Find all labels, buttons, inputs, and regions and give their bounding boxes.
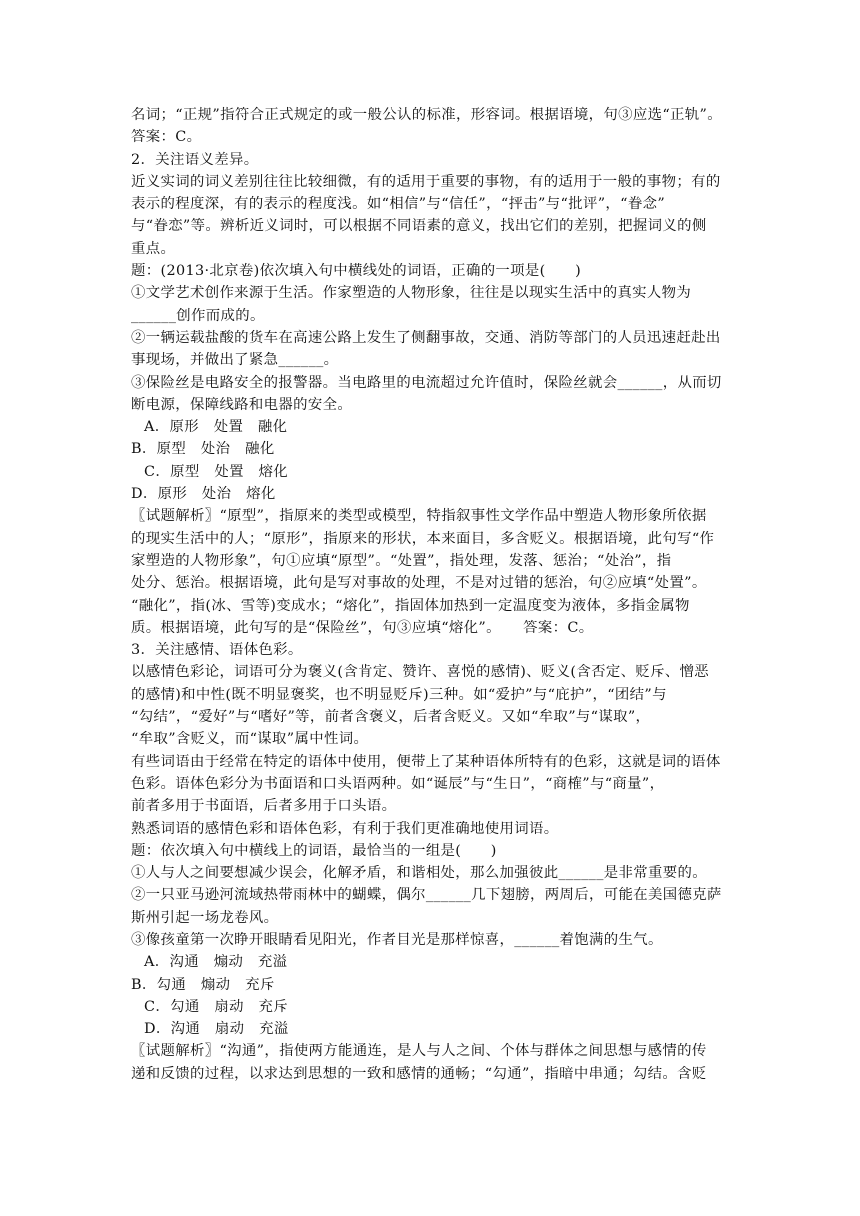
text-line: B．勾通 煽动 充斥 bbox=[131, 976, 275, 993]
text-line: 答案：C。 bbox=[131, 129, 202, 146]
text-line: ①文学艺术创作来源于生活。作家塑造的人物形象，往往是以现实生活中的真实人物为 bbox=[131, 285, 692, 302]
text-line: 熟悉词语的感情色彩和语体色彩，有利于我们更准确地使用词语。 bbox=[131, 820, 559, 837]
text-line: D．原形 处治 熔化 bbox=[131, 486, 276, 503]
text-line: “牟取”含贬义，而“谋取”属中性词。 bbox=[131, 731, 369, 748]
text-line: 事现场，并做出了紧急______。 bbox=[131, 352, 339, 369]
text-line: A．原形 处置 融化 bbox=[144, 419, 288, 436]
text-line: 2．关注语义差异。 bbox=[131, 151, 259, 168]
text-line: 处分、惩治。根据语境，此句是写对事故的处理，不是对过错的惩治，句②应填“处置”。 bbox=[131, 575, 707, 592]
text-line: 的感情)和中性(既不明显褒奖，也不明显贬斥)三种。如“爱护”与“庇护”，“团结”与 bbox=[131, 686, 667, 703]
text-line: 斯州引起一场龙卷风。 bbox=[131, 909, 279, 926]
text-line: 色彩。语体色彩分为书面语和口头语两种。如“诞辰”与“生日”，“商榷”与“商量”， bbox=[131, 775, 665, 792]
text-line: B．原型 处治 融化 bbox=[131, 441, 275, 458]
text-line: 递和反馈的过程，以求达到思想的一致和感情的通畅；“勾通”，指暗中串通；勾结。含贬 bbox=[131, 1065, 707, 1082]
text-line: 的现实生活中的人；“原形”，指原来的形状，本来面目，多含贬义。根据语境，此句写“作 bbox=[131, 530, 715, 547]
text-line: 断电源，保障线路和电器的安全。 bbox=[131, 396, 353, 413]
text-line: 〖试题解析〗“原型”，指原来的类型或模型，特指叙事性文学作品中塑造人物形象所依据 bbox=[131, 508, 707, 525]
text-line: 有些词语由于经常在特定的语体中使用，便带上了某种语体所特有的色彩，这就是词的语体 bbox=[131, 753, 721, 770]
text-line: “融化”，指(冰、雪等)变成水；“熔化”，指固体加热到一定温度变为液体，多指金属物 bbox=[131, 597, 690, 614]
text-line: “勾结”，“爱好”与“嗜好”等，前者含褒义，后者含贬义。又如“牟取”与“谋取”， bbox=[131, 709, 651, 726]
text-line: 质。根据语境，此句写的是“保险丝”，句③应填“熔化”。 答案：C。 bbox=[131, 619, 594, 636]
text-line: 表示的程度深，有的表示的程度浅。如“相信”与“信任”，“抨击”与“批评”，“眷念” bbox=[131, 196, 666, 213]
text-line: ③保险丝是电路安全的报警器。当电路里的电流超过允许值时，保险丝就会______，从而切 bbox=[131, 374, 722, 391]
text-line: 题：依次填入句中横线上的词语，最恰当的一组是( ) bbox=[131, 842, 497, 859]
text-line: 与“眷恋”等。辨析近义词时，可以根据不同语素的意义，找出它们的差别，把握词义的侧 bbox=[131, 218, 707, 235]
text-line: ②一只亚马逊河流域热带雨林中的蝴蝶，偶尔______几下翅膀，两周后，可能在美国德克萨 bbox=[131, 887, 722, 904]
text-line: 近义实词的词义差别往往比较细微，有的适用于重要的事物，有的适用于一般的事物；有的 bbox=[131, 173, 721, 190]
text-line: 重点。 bbox=[131, 240, 176, 257]
text-line: ③像孩童第一次睁开眼睛看见阳光，作者目光是那样惊喜，______着饱满的生气。 bbox=[131, 931, 663, 948]
text-line: 题：(2013·北京卷)依次填入句中横线处的词语，正确的一项是( ) bbox=[131, 263, 582, 280]
text-line: 前者多用于书面语，后者多用于口头语。 bbox=[131, 798, 397, 815]
text-line: 3．关注感情、语体色彩。 bbox=[131, 642, 303, 659]
text-line: 以感情色彩论，词语可分为褒义(含肯定、赞许、喜悦的感情)、贬义(含否定、贬斥、憎恶 bbox=[131, 664, 710, 681]
text-line: 名词；“正规”指符合正式规定的或一般公认的标准，形容词。根据语境，句③应选“正轨”。 bbox=[131, 107, 722, 123]
text-line: C．勾通 扇动 充斥 bbox=[144, 998, 289, 1015]
text-line: ①人与人之间要想减少误会，化解矛盾，和谐相处，那么加强彼此______是非常重要的。 bbox=[131, 865, 707, 882]
text-line: C．原型 处置 熔化 bbox=[144, 463, 289, 480]
text-line: ______创作而成的。 bbox=[131, 307, 265, 324]
text-line: D．沟通 扇动 充溢 bbox=[144, 1021, 289, 1038]
text-line: ②一辆运载盐酸的货车在高速公路上发生了侧翻事故，交通、消防等部门的人员迅速赶赴出 bbox=[131, 329, 721, 346]
text-line: 〖试题解析〗“沟通”，指使两方能通连，是人与人之间、个体与群体之间思想与感情的传 bbox=[131, 1043, 707, 1060]
text-line: 家塑造的人物形象”，句①应填“原型”。“处置”，指处理，发落、惩治；“处治”，指 bbox=[131, 552, 672, 569]
text-line: A．沟通 煽动 充溢 bbox=[144, 954, 288, 971]
document-body bbox=[131, 104, 735, 1085]
